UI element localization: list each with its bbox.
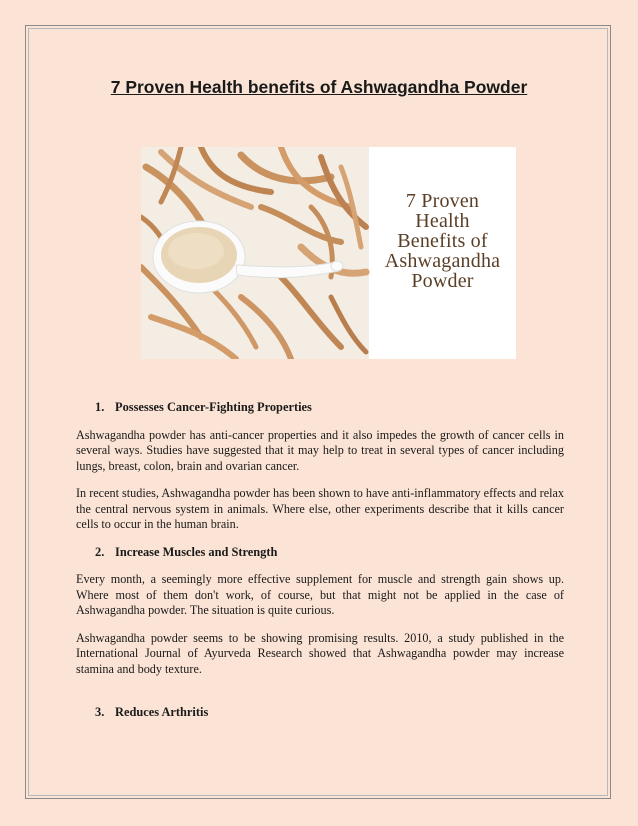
section-title: Increase Muscles and Strength	[115, 544, 278, 559]
hero-line: Ashwagandha	[384, 250, 501, 272]
section-heading	[76, 545, 564, 561]
spacer	[76, 689, 564, 705]
section-number: 1.	[95, 400, 105, 414]
paragraph: Every month, a seemingly more effective supplement for muscle and strength gain shows up. Where most of them don't work, of course, but that might not be applied in the case of Ashwagandha powder. The situation is quite curious.	[76, 572, 564, 617]
hero-line: Health	[415, 210, 470, 232]
hero-line: Powder	[411, 270, 474, 292]
hero-title-text	[369, 191, 516, 291]
section-number: 3.	[95, 705, 105, 719]
paragraph: Ashwagandha powder seems to be showing promising results. 2010, a study published in the International Journal of Ayurveda Research showed that Ashwagandha powder may increase stamina and body texture.	[76, 630, 564, 676]
article-body	[76, 400, 564, 733]
section-number: 2.	[95, 544, 105, 559]
paragraph: Ashwagandha powder has anti-cancer properties and it also impedes the growth of cancer cells in several ways. Studies have suggested that it may help to treat in several types of cancer including lungs, breast, colon, brain and ovarian cancer.	[76, 427, 564, 473]
section-heading	[76, 400, 564, 416]
section-title: Possesses Cancer-Fighting Properties	[115, 400, 312, 414]
section-title: Reduces Arthritis	[115, 705, 209, 719]
section-heading	[76, 705, 564, 721]
hero-line: 7 Proven	[405, 190, 480, 212]
hero-line: Benefits of	[397, 230, 488, 252]
paragraph: In recent studies, Ashwagandha powder has been shown to have anti-inflammatory effects and relax the central nervous system in animals. Where else, other experiments describe that it kills cancer cells to occur in the human brain.	[76, 486, 564, 531]
hero-image	[141, 147, 516, 359]
page-title: 7 Proven Health benefits of Ashwagandha Powder	[110, 77, 528, 97]
